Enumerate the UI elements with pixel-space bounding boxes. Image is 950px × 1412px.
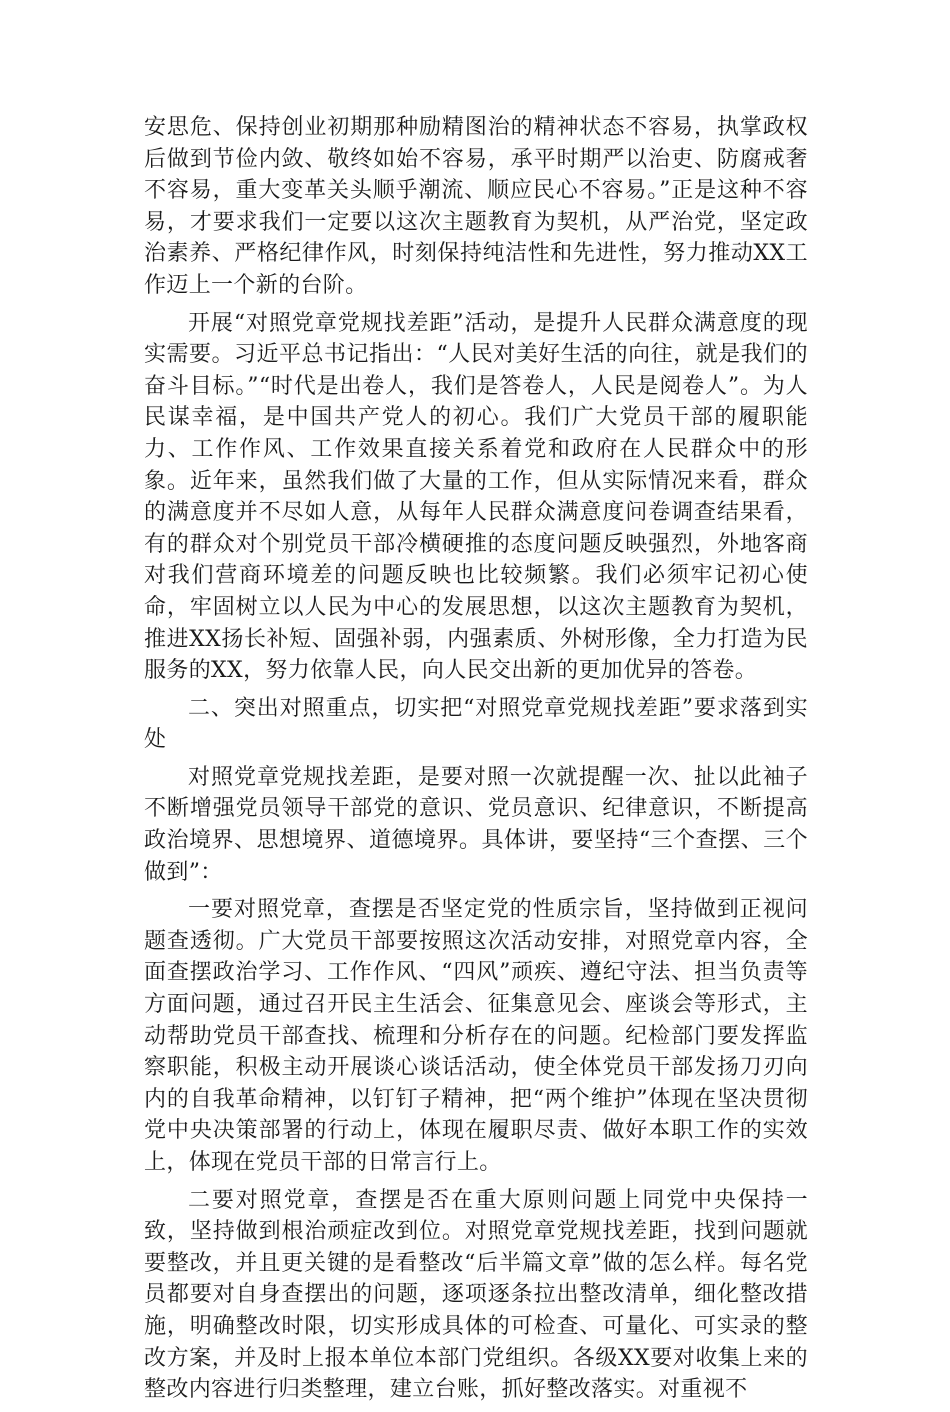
paragraph-point-2: 二要对照党章，查摆是否在重大原则问题上同党中央保持一致，坚持做到根治顽症改到位。对照党章党规找差距，找到问题就要整改，并且更关键的是看整改“后半篇文章”做的怎么样。每名党员都要对自身查摆出的问题，逐项逐条拉出整改清单，细化整改措施，明确整改时限，切实形成具体的可检查、可量化、可实录的整改方案，并及时上报本单位本部门党组织。各级XX要对收集上来的整改内容进行归类整理，建立台账，抓好整改落实。对重视不 [144, 1187, 808, 1403]
paragraph-continuation: 安思危、保持创业初期那种励精图治的精神状态不容易，执掌政权后做到节俭内敛、敬终如始不容易，承平时期严以治吏、防腐戒奢不容易，重大变革关头顺乎潮流、顺应民心不容易。”正是这种不容易，才要求我们一定要以这次主题教育为契机，从严治党，坚定政治素养、严格纪律作风，时刻保持纯洁性和先进性，努力推动XX工作迈上一个新的台阶。 [144, 115, 808, 298]
paragraph-point-1: 一要对照党章，查摆是否坚定党的性质宗旨，坚持做到正视问题查透彻。广大党员干部要按照这次活动安排，对照党章内容，全面查摆政治学习、工作作风、“四风”顽疾、遵纪守法、担当负责等方面问题，通过召开民主生活会、征集意见会、座谈会等形式，主动帮助党员干部查找、梳理和分析存在的问题。纪检部门要发挥监察职能，积极主动开展谈心谈话活动，使全体党员干部发扬刀刃向内的自我革命精神，以钉钉子精神，把“两个维护”体现在坚决贯彻党中央决策部署的行动上，体现在履职尽责、做好本职工作的实效上，体现在党员干部的日常言行上。 [144, 897, 808, 1175]
section-heading-2: 二、突出对照重点，切实把“对照党章党规找差距”要求落到实处 [144, 695, 808, 753]
paragraph-satisfaction: 开展“对照党章党规找差距”活动，是提升人民群众满意度的现实需要。习近平总书记指出：“人民对美好生活的向往，就是我们的奋斗目标。”“时代是出卷人，我们是答卷人，人民是阅卷人”。为人民谋幸福，是中国共产党人的初心。我们广大党员干部的履职能力、工作作风、工作效果直接关系着党和政府在人民群众中的形象。近年来，虽然我们做了大量的工作，但从实际情况来看，群众的满意度并不尽如人意，从每年人民群众满意度问卷调查结果看，有的群众对个别党员干部冷横硬推的态度问题反映强烈，外地客商对我们营商环境差的问题反映也比较频繁。我们必须牢记初心使命，牢固树立以人民为中心的发展思想，以这次主题教育为契机，推进XX扬长补短、固强补弱，内强素质、外树形像，全力打造为民服务的XX，努力依靠人民，向人民交出新的更加优异的答卷。 [144, 310, 808, 684]
paragraph-intro: 对照党章党规找差距，是要对照一次就提醒一次、扯以此袖子不断增强党员领导干部党的意识、党员意识、纪律意识，不断提高政治境界、思想境界、道德境界。具体讲，要坚持“三个查摆、三个做到”： [144, 764, 808, 885]
body-text [144, 112, 808, 1412]
